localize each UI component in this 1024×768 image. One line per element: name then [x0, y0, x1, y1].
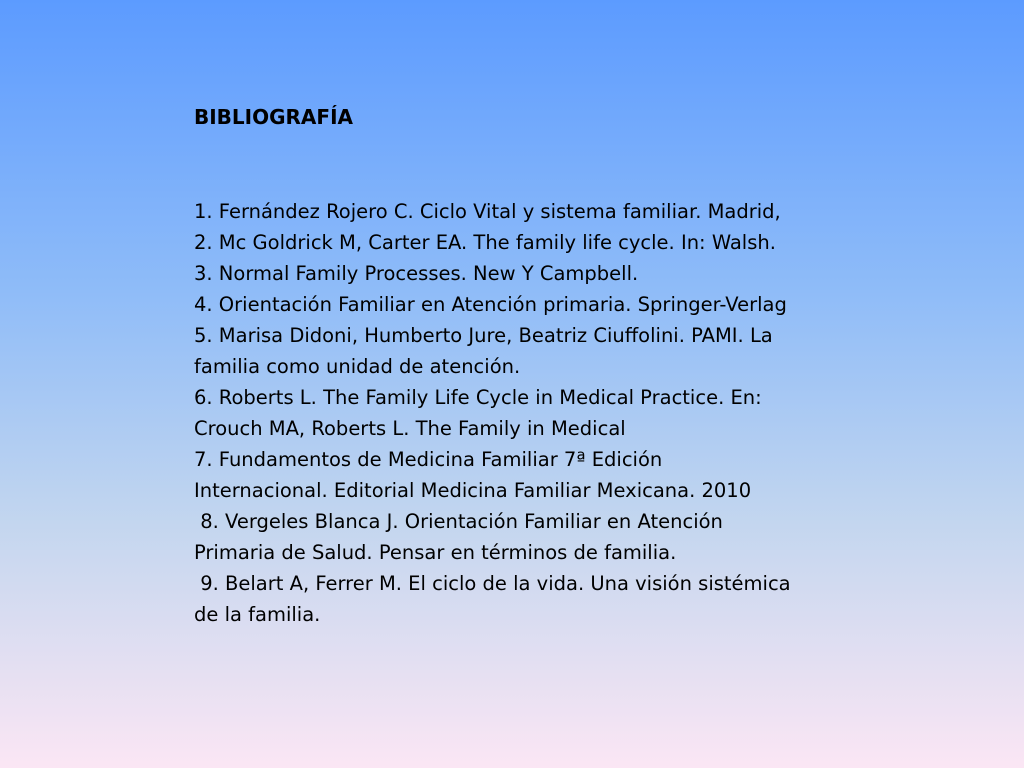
bibliography-line: 7. Fundamentos de Medicina Familiar 7ª Edición	[194, 448, 663, 471]
bibliography-line: 4. Orientación Familiar en Atención primaria. Springer-Verlag	[194, 293, 787, 316]
bibliography-line: Crouch MA, Roberts L. The Family in Medical	[194, 417, 626, 440]
bibliography-line: 1. Fernández Rojero C. Ciclo Vital y sistema familiar. Madrid,	[194, 200, 781, 223]
slide-title: BIBLIOGRAFÍA	[194, 105, 353, 129]
bibliography-line: Internacional. Editorial Medicina Familiar Mexicana. 2010	[194, 479, 752, 502]
bibliography-line: 2. Mc Goldrick M, Carter EA. The family life cycle. In: Walsh.	[194, 231, 776, 254]
bibliography-line: familia como unidad de atención.	[194, 355, 521, 378]
bibliography-line: 3. Normal Family Processes. New Y Campbell.	[194, 262, 639, 285]
bibliography-line: Primaria de Salud. Pensar en términos de familia.	[194, 541, 677, 564]
bibliography-line: de la familia.	[194, 603, 321, 626]
bibliography-line: 9. Belart A, Ferrer M. El ciclo de la vida. Una visión sistémica	[194, 572, 791, 595]
bibliography-line: 8. Vergeles Blanca J. Orientación Familiar en Atención	[194, 510, 723, 533]
bibliography-line: 6. Roberts L. The Family Life Cycle in Medical Practice. En:	[194, 386, 762, 409]
bibliography-list	[194, 196, 854, 630]
bibliography-line: 5. Marisa Didoni, Humberto Jure, Beatriz Ciuffolini. PAMI. La	[194, 324, 773, 347]
